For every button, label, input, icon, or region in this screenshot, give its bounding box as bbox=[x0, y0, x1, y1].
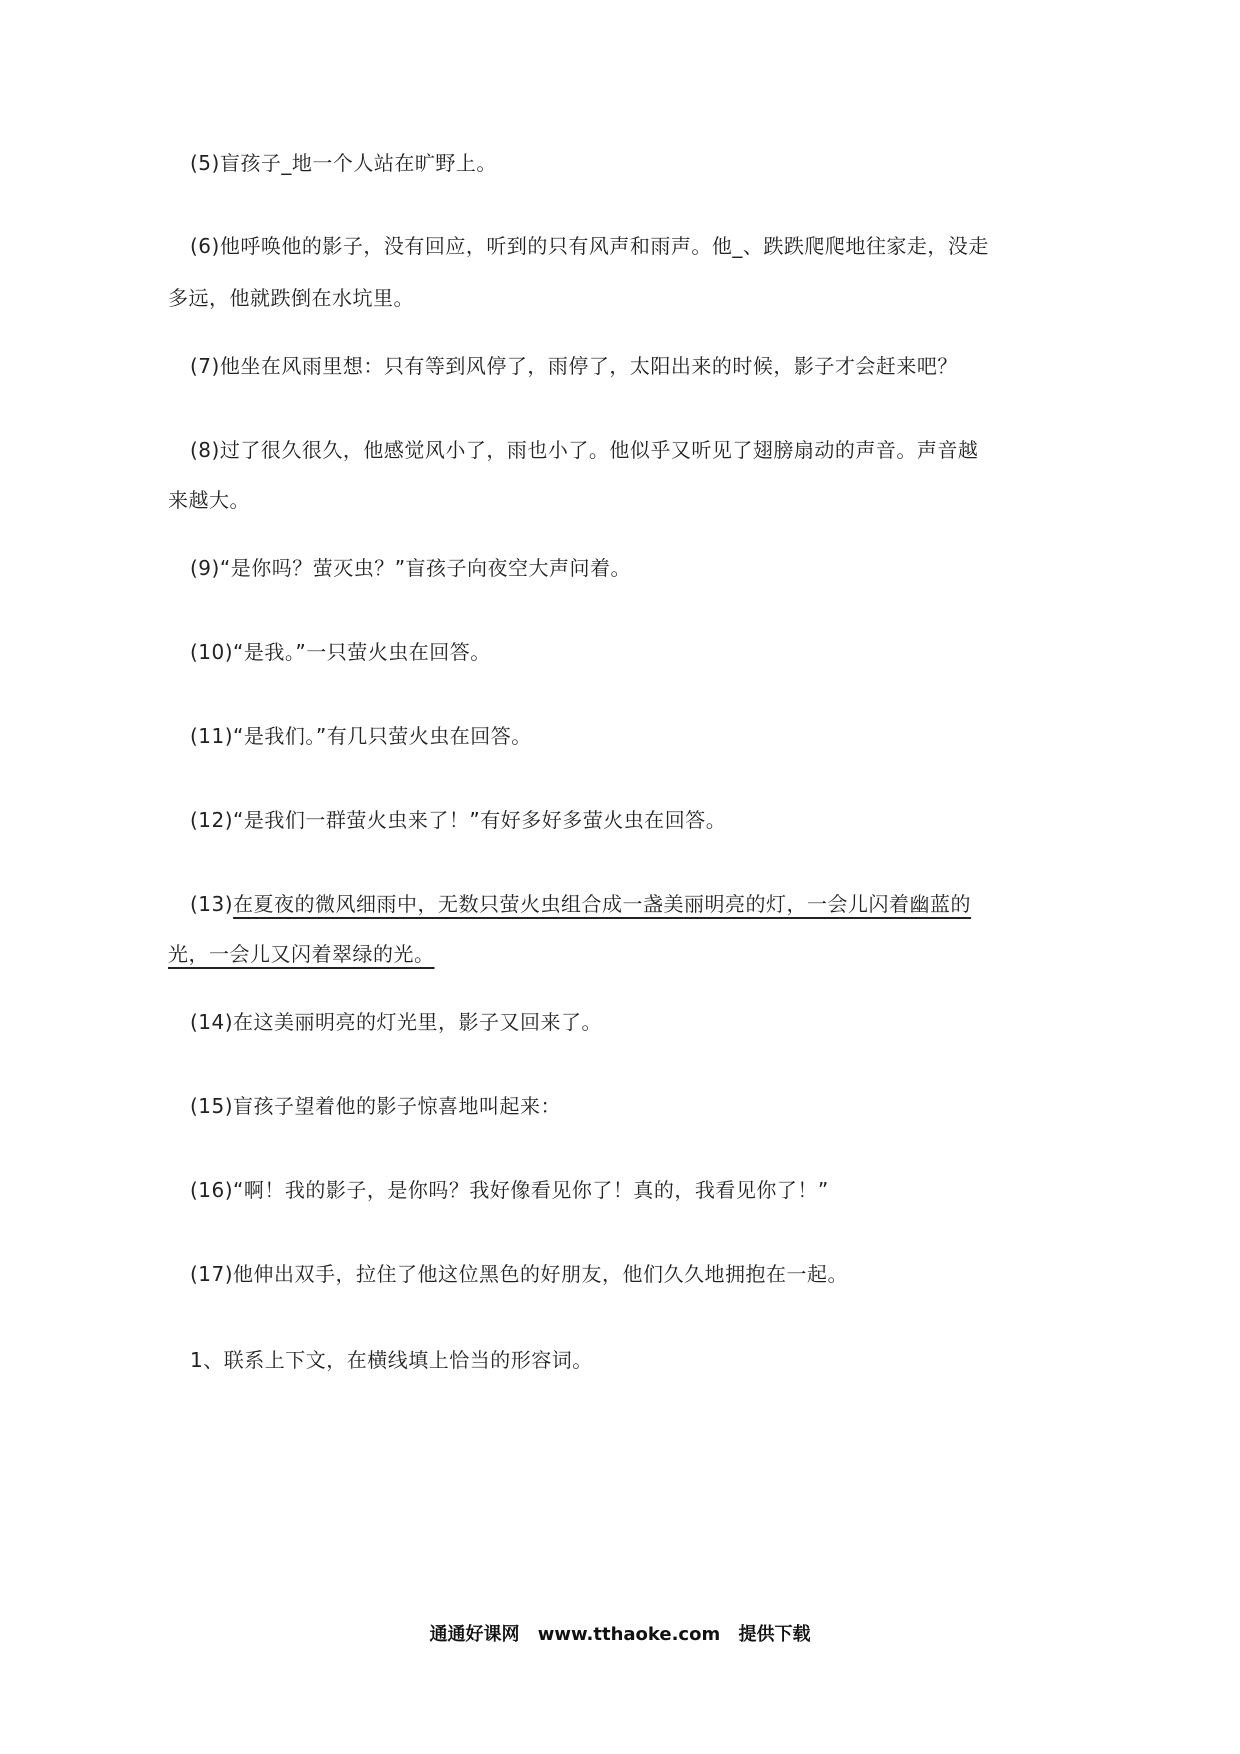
footer-site-name: 通通好课网 bbox=[429, 1624, 520, 1645]
paragraph-17: (17)他伸出双手，拉住了他这位黑色的好朋友，他们久久地拥抱在一起。 bbox=[190, 1262, 849, 1286]
paragraph-5: (5)盲孩子_地一个人站在旷野上。 bbox=[190, 151, 497, 175]
paragraph-15: (15)盲孩子望着他的影子惊喜地叫起来： bbox=[190, 1094, 562, 1118]
paragraph-13-line-1 bbox=[190, 878, 1090, 930]
paragraph-6-line-2: 多远，他就跌倒在水坑里。 bbox=[168, 286, 414, 310]
question-1: 1、联系上下文，在横线填上恰当的形容词。 bbox=[190, 1348, 593, 1372]
footer-note: 提供下载 bbox=[738, 1624, 811, 1645]
paragraph-14: (14)在这美丽明亮的灯光里，影子又回来了。 bbox=[190, 1010, 603, 1034]
paragraph-10: (10)“是我。”一只萤火虫在回答。 bbox=[190, 640, 491, 664]
paragraph-7: (7)他坐在风雨里想：只有等到风停了，雨停了，太阳出来的时候，影子才会赶来吧？ bbox=[190, 354, 958, 378]
page-footer bbox=[0, 1620, 1240, 1646]
paragraph-11: (11)“是我们。”有几只萤火虫在回答。 bbox=[190, 724, 532, 748]
underlined-sentence-part-1: 在夏夜的微风细雨中，无数只萤火虫组合成一盏美丽明亮的灯，一会儿闪着幽蓝的 bbox=[233, 892, 972, 916]
paragraph-12: (12)“是我们一群萤火虫来了！”有好多好多萤火虫在回答。 bbox=[190, 808, 727, 832]
paragraph-9: (9)“是你吗？萤灭虫？”盲孩子向夜空大声问着。 bbox=[190, 556, 632, 580]
paragraph-16: (16)“啊！我的影子，是你吗？我好像看见你了！真的，我看见你了！” bbox=[190, 1178, 829, 1202]
paragraph-8-line-1: (8)过了很久很久，他感觉风小了，雨也小了。他似乎又听见了翅膀扇动的声音。声音越 bbox=[190, 438, 979, 462]
paragraph-13-line-2 bbox=[168, 928, 1068, 980]
paragraph-13-number: (13) bbox=[190, 892, 234, 916]
footer-url-link[interactable]: www.tthaoke.com bbox=[537, 1624, 721, 1645]
paragraph-8-line-2: 来越大。 bbox=[168, 488, 250, 512]
underlined-sentence-part-2: 光，一会儿又闪着翠绿的光。 bbox=[168, 942, 435, 966]
paragraph-6-line-1: (6)他呼唤他的影子，没有回应，听到的只有风声和雨声。他_、跌跌爬爬地往家走，没走 bbox=[190, 234, 989, 258]
